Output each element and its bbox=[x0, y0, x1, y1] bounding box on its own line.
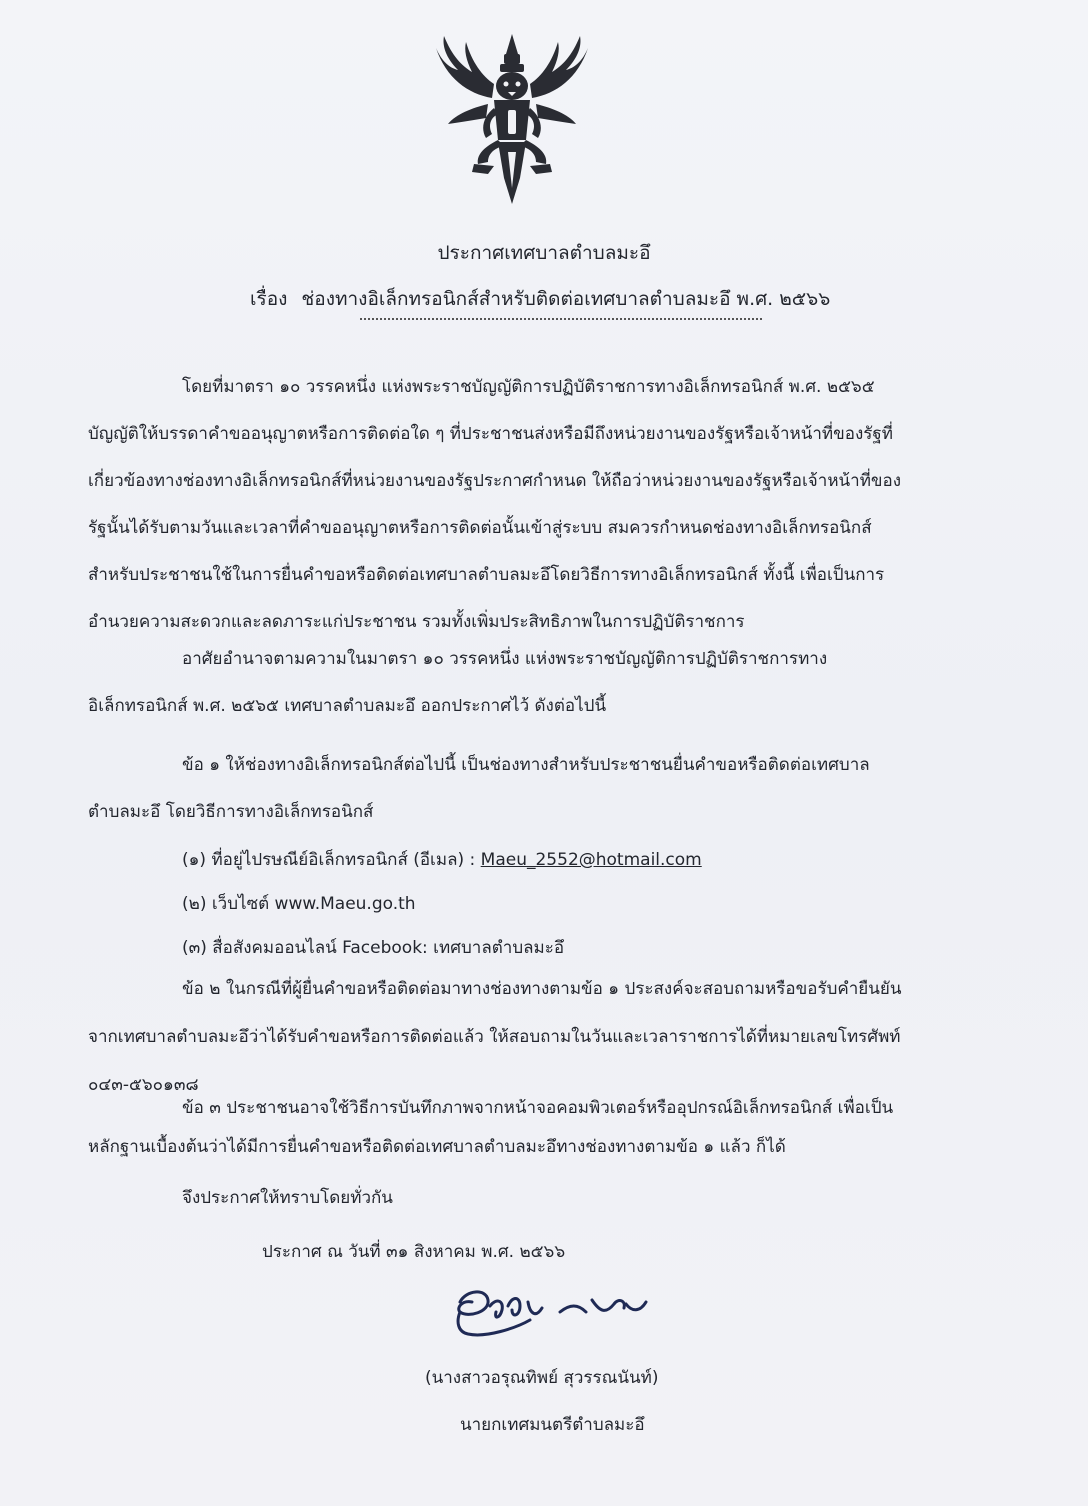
announcement-subject bbox=[250, 284, 830, 314]
paragraph-line: โดยที่มาตรา ๑๐ วรรคหนึ่ง แห่งพระราชบัญญัติการปฏิบัติราชการทางอิเล็กทรอนิกส์ พ.ศ. ๒๕๖๕ bbox=[182, 377, 875, 397]
clause-2-line: ข้อ ๒ ในกรณีที่ผู้ยื่นคำขอหรือติดต่อมาทางช่องทางตามข้อ ๑ ประสงค์จะสอบถามหรือขอรับคำยืนยัน bbox=[182, 979, 902, 999]
clause-3-line: ข้อ ๓ ประชาชนอาจใช้วิธีการบันทึกภาพจากหน้าจอคอมพิวเตอร์หรืออุปกรณ์อิเล็กทรอนิกส์ เพื่อเป็น bbox=[182, 1098, 894, 1118]
subject-text: ช่องทางอิเล็กทรอนิกส์สำหรับติดต่อเทศบาลตำบลมะอึ พ.ศ. ๒๕๖๖ bbox=[301, 288, 831, 310]
signatory-name: (นางสาวอรุณทิพย์ สุวรรณนันท์) bbox=[425, 1368, 659, 1388]
signature-image bbox=[446, 1282, 660, 1344]
paragraph-line: สำหรับประชาชนใช้ในการยื่นคำขอหรือติดต่อเทศบาลตำบลมะอึโดยวิธีการทางอิเล็กทรอนิกส์ ทั้งนี้ เพื่อเป็นการ bbox=[88, 565, 885, 585]
paragraph-line: รัฐนั้นได้รับตามวันและเวลาที่คำขออนุญาตหรือการติดต่อนั้นเข้าสู่ระบบ สมควรกำหนดช่องทางอิเล็กทรอนิกส์ bbox=[88, 518, 872, 538]
clause-1-line: ตำบลมะอึ โดยวิธีการทางอิเล็กทรอนิกส์ bbox=[88, 802, 374, 822]
clause-2-line: ๐๔๓-๕๖๐๑๓๘ bbox=[88, 1075, 199, 1095]
signatory-position: นายกเทศมนตรีตำบลมะอึ bbox=[460, 1415, 645, 1435]
clause-1-line: ข้อ ๑ ให้ช่องทางอิเล็กทรอนิกส์ต่อไปนี้ เป็นช่องทางสำหรับประชาชนยื่นคำขอหรือติดต่อเทศบาล bbox=[182, 755, 870, 775]
announcement-date: ประกาศ ณ วันที่ ๓๑ สิงหาคม พ.ศ. ๒๕๖๖ bbox=[262, 1242, 566, 1262]
clause-3-line: หลักฐานเบื้องต้นว่าได้มีการยื่นคำขอหรือติดต่อเทศบาลตำบลมะอึทางช่องทางตามข้อ ๑ แล้ว ก็ได้ bbox=[88, 1137, 786, 1157]
channel-email bbox=[182, 852, 702, 869]
closing-statement: จึงประกาศให้ทราบโดยทั่วกัน bbox=[182, 1188, 393, 1208]
paragraph-line: บัญญัติให้บรรดาคำขออนุญาตหรือการติดต่อใด ๆ ที่ประชาชนส่งหรือมีถึงหน่วยงานของรัฐหรือเจ้าหน้าที่ของรัฐที่ bbox=[88, 424, 893, 444]
subject-label: เรื่อง bbox=[250, 288, 288, 310]
paragraph-line: อาศัยอำนาจตามความในมาตรา ๑๐ วรรคหนึ่ง แห่งพระราชบัญญัติการปฏิบัติราชการทาง bbox=[182, 649, 828, 669]
paragraph-line: เกี่ยวข้องทางช่องทางอิเล็กทรอนิกส์ที่หน่วยงานของรัฐประกาศกำหนด ให้ถือว่าหน่วยงานของรัฐหรือเจ้าหน้าที่ของ bbox=[88, 471, 902, 491]
paragraph-line: อำนวยความสะดวกและลดภาระแก่ประชาชน รวมทั้งเพิ่มประสิทธิภาพในการปฏิบัติราชการ bbox=[88, 612, 745, 632]
clause-2-line: จากเทศบาลตำบลมะอึว่าได้รับคำขอหรือการติดต่อแล้ว ให้สอบถามในวันและเวลาราชการได้ที่หมายเลขโทรศัพท์ bbox=[88, 1027, 901, 1047]
channel-website: (๒) เว็บไซต์ www.Maeu.go.th bbox=[182, 894, 416, 914]
email-label: (๑) ที่อยู่ไปรษณีย์อิเล็กทรอนิกส์ (อีเมล) : bbox=[182, 850, 481, 870]
email-address: Maeu_2552@hotmail.com bbox=[480, 850, 702, 870]
channel-facebook: (๓) สื่อสังคมออนไลน์ Facebook: เทศบาลตำบลมะอึ bbox=[182, 938, 565, 958]
announcement-title: ประกาศเทศบาลตำบลมะอึ bbox=[437, 242, 651, 264]
paragraph-line: อิเล็กทรอนิกส์ พ.ศ. ๒๕๖๕ เทศบาลตำบลมะอึ ออกประกาศไว้ ดังต่อไปนี้ bbox=[88, 696, 607, 716]
dotted-divider bbox=[360, 318, 762, 320]
garuda-emblem-icon bbox=[428, 28, 596, 210]
